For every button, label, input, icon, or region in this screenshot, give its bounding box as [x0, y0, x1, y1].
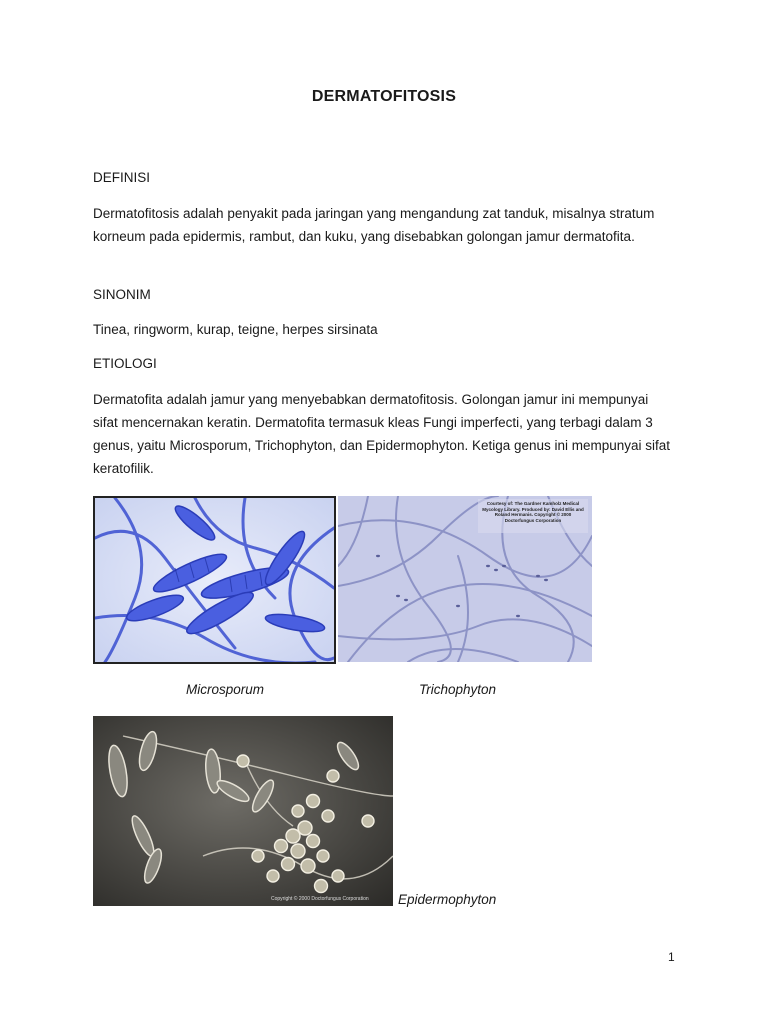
page-number: 1	[668, 950, 675, 964]
heading-definisi: DEFINISI	[93, 170, 151, 185]
paragraph-etiologi: Dermatofita adalah jamur yang menyebabkan dermatofitosis. Golongan jamur ini mempunyai sifat mencernakan keratin. Dermatofita termasuk kleas Fungi imperfecti, yang terbagi dalam 3 genus, yaitu Microsporum, Trichophyton, dan Epidermophyton. Ketiga genus ini mempunyai sifat keratofilik.	[93, 392, 671, 476]
heading-etiologi: ETIOLOGI	[93, 356, 157, 371]
document-title: DERMATOFITOSIS	[311, 88, 457, 105]
epidermophyton-credit: Copyright © 2000 Doctorfungus Corporation	[271, 896, 369, 902]
trichophyton-credit: Courtesy of: The Gardner Kamholz Medical Mycology Library. Produced by: David Ellis and Roland Hermanis. Copyright © 2000 Doctorfungus Corporation	[482, 501, 584, 523]
paragraph-sinonim: Tinea, ringworm, kurap, teigne, herpes sirsinata	[93, 322, 378, 337]
epidermophyton-image	[93, 716, 393, 906]
microsporum-image	[93, 496, 336, 664]
trichophyton-image	[338, 496, 592, 662]
caption-trichophyton: Trichophyton	[419, 682, 497, 697]
paragraph-definisi: Dermatofitosis adalah penyakit pada jaringan yang mengandung zat tanduk, misalnya stratum korneum pada epidermis, rambut, dan kuku, yang disebabkan golongan jamur dermatofita.	[93, 206, 655, 244]
caption-epidermophyton: Epidermophyton	[398, 892, 497, 907]
heading-sinonim: SINONIM	[93, 287, 151, 302]
caption-microsporum: Microsporum	[186, 682, 265, 697]
